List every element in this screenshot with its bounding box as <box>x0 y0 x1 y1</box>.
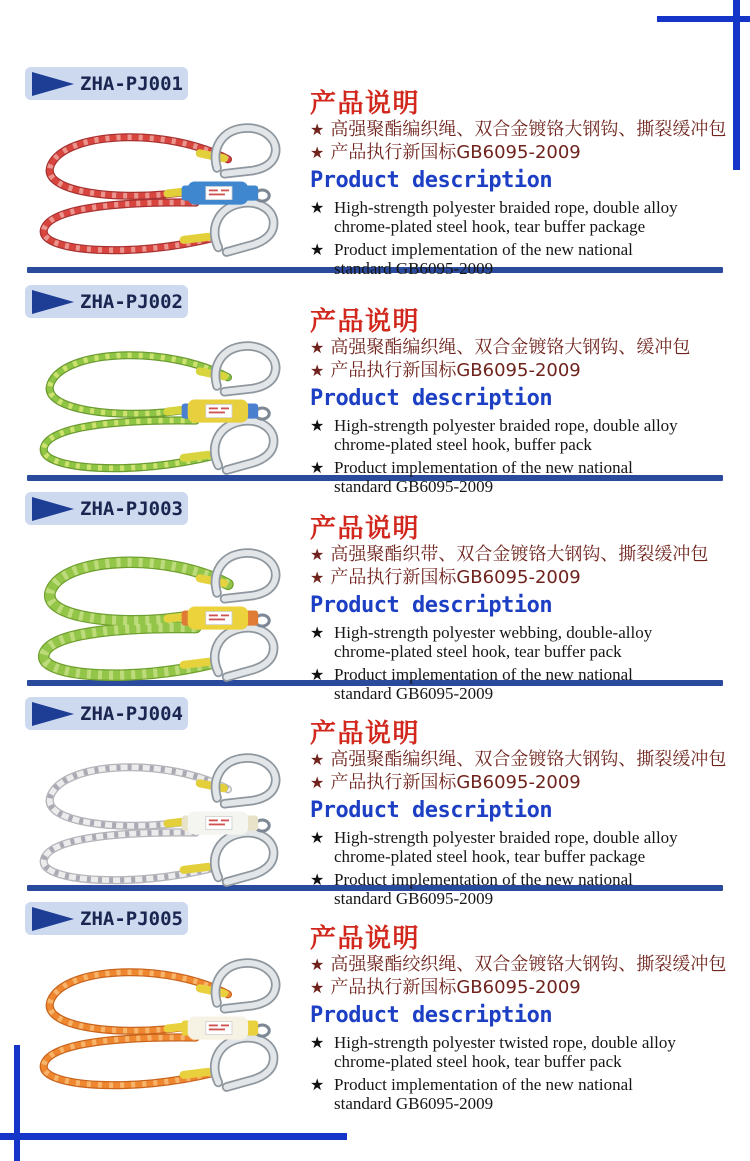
cn-bullet <box>310 772 742 794</box>
product-info <box>310 90 742 278</box>
product-code: ZHA-PJ004 <box>80 702 183 725</box>
cn-bullet-text: 高强聚酯编织绳、双合金镀铬大钢钩、缓冲包 <box>330 337 691 358</box>
star-icon: ★ <box>310 458 325 477</box>
cn-bullet-text: 产品执行新国标GB6095-2009 <box>330 567 581 588</box>
cn-bullet-text: 产品执行新国标GB6095-2009 <box>330 360 581 381</box>
cn-bullet-text: 产品执行新国标GB6095-2009 <box>330 977 581 998</box>
en-title: Product description <box>310 386 553 411</box>
cn-bullet-text: 高强聚酯编织绳、双合金镀铬大钢钩、撕裂缓冲包 <box>330 119 727 140</box>
en-bullet <box>310 240 742 278</box>
en-bullet-text: High-strength polyester twisted rope, double alloy chrome-plated steel hook, tear buffer pack <box>334 1033 676 1071</box>
product-code: ZHA-PJ005 <box>80 907 183 930</box>
star-icon: ★ <box>310 750 325 769</box>
star-icon: ★ <box>310 545 325 564</box>
en-bullet <box>310 198 742 236</box>
cn-title: 产品说明 <box>310 719 421 749</box>
product-code: ZHA-PJ001 <box>80 72 183 95</box>
product-section-pj005 <box>0 902 750 1113</box>
cn-title: 产品说明 <box>310 89 421 119</box>
en-bullet-text: High-strength polyester webbing, double-alloy chrome-plated steel hook, tear buffer pack <box>334 623 653 661</box>
bottom-left-accent-horizontal-bar <box>0 1133 347 1140</box>
product-section-pj004 <box>0 697 750 908</box>
star-icon: ★ <box>310 978 325 997</box>
star-icon: ★ <box>310 143 325 162</box>
star-icon: ★ <box>310 361 325 380</box>
cn-bullet <box>310 977 742 999</box>
en-bullet-text: Product implementation of the new national standard GB6095-2009 <box>334 870 633 908</box>
arrow-right-icon <box>32 702 74 726</box>
en-title: Product description <box>310 798 553 823</box>
star-icon: ★ <box>310 665 325 684</box>
product-code-badge <box>25 697 188 730</box>
cn-title: 产品说明 <box>310 924 421 954</box>
product-code: ZHA-PJ003 <box>80 497 183 520</box>
star-icon: ★ <box>310 240 325 259</box>
star-icon: ★ <box>310 828 325 847</box>
cn-bullet <box>310 142 742 164</box>
cn-bullet-text: 产品执行新国标GB6095-2009 <box>330 772 581 793</box>
en-bullet-text: High-strength polyester braided rope, double alloy chrome-plated steel hook, tear buffer package <box>334 198 678 236</box>
en-bullet-text: High-strength polyester braided rope, double alloy chrome-plated steel hook, tear buffer package <box>334 828 678 866</box>
en-bullet-text: Product implementation of the new national standard GB6095-2009 <box>334 1075 633 1113</box>
cn-bullet-text: 高强聚酯编织绳、双合金镀铬大钢钩、撕裂缓冲包 <box>330 749 727 770</box>
cn-title: 产品说明 <box>310 307 421 337</box>
product-info <box>310 308 742 496</box>
star-icon: ★ <box>310 1075 325 1094</box>
product-section-pj003 <box>0 492 750 703</box>
product-photo-lanyard <box>16 115 304 261</box>
cn-bullet-text: 产品执行新国标GB6095-2009 <box>330 142 581 163</box>
cn-bullet <box>310 337 742 359</box>
product-section-pj002 <box>0 285 750 496</box>
en-bullet <box>310 416 742 454</box>
star-icon: ★ <box>310 870 325 889</box>
cn-bullet <box>310 360 742 382</box>
cn-bullet <box>310 749 742 771</box>
en-bullet <box>310 458 742 496</box>
en-title: Product description <box>310 1003 553 1028</box>
en-title: Product description <box>310 168 553 193</box>
cn-bullet-text: 高强聚酯绞织绳、双合金镀铬大钢钩、撕裂缓冲包 <box>330 954 727 975</box>
en-bullet <box>310 1075 742 1113</box>
product-info <box>310 925 742 1113</box>
star-icon: ★ <box>310 1033 325 1052</box>
product-code: ZHA-PJ002 <box>80 290 183 313</box>
star-icon: ★ <box>310 623 325 642</box>
product-section-pj001 <box>0 67 750 278</box>
star-icon: ★ <box>310 955 325 974</box>
product-code-badge <box>25 492 188 525</box>
en-bullet <box>310 828 742 866</box>
product-photo-lanyard <box>16 950 304 1096</box>
cn-bullet <box>310 544 742 566</box>
en-bullet-text: Product implementation of the new national standard GB6095-2009 <box>334 665 633 703</box>
product-code-badge <box>25 67 188 100</box>
product-photo-lanyard <box>16 540 304 686</box>
product-photo-lanyard <box>16 745 304 891</box>
star-icon: ★ <box>310 416 325 435</box>
en-bullet-text: Product implementation of the new national standard GB6095-2009 <box>334 458 633 496</box>
cn-bullet <box>310 954 742 976</box>
cn-title: 产品说明 <box>310 514 421 544</box>
top-right-accent-horizontal-bar <box>657 16 750 22</box>
arrow-right-icon <box>32 907 74 931</box>
en-bullet-text: Product implementation of the new national standard GB6095-2009 <box>334 240 633 278</box>
cn-bullet <box>310 119 742 141</box>
star-icon: ★ <box>310 120 325 139</box>
star-icon: ★ <box>310 568 325 587</box>
en-bullet-text: High-strength polyester braided rope, double alloy chrome-plated steel hook, buffer pack <box>334 416 678 454</box>
star-icon: ★ <box>310 773 325 792</box>
product-photo-lanyard <box>16 333 304 479</box>
arrow-right-icon <box>32 290 74 314</box>
star-icon: ★ <box>310 338 325 357</box>
arrow-right-icon <box>32 497 74 521</box>
product-info <box>310 720 742 908</box>
product-info <box>310 515 742 703</box>
star-icon: ★ <box>310 198 325 217</box>
en-bullet <box>310 1033 742 1071</box>
cn-bullet-text: 高强聚酯织带、双合金镀铬大钢钩、撕裂缓冲包 <box>330 544 709 565</box>
en-bullet <box>310 623 742 661</box>
en-title: Product description <box>310 593 553 618</box>
cn-bullet <box>310 567 742 589</box>
product-code-badge <box>25 902 188 935</box>
arrow-right-icon <box>32 72 74 96</box>
product-code-badge <box>25 285 188 318</box>
